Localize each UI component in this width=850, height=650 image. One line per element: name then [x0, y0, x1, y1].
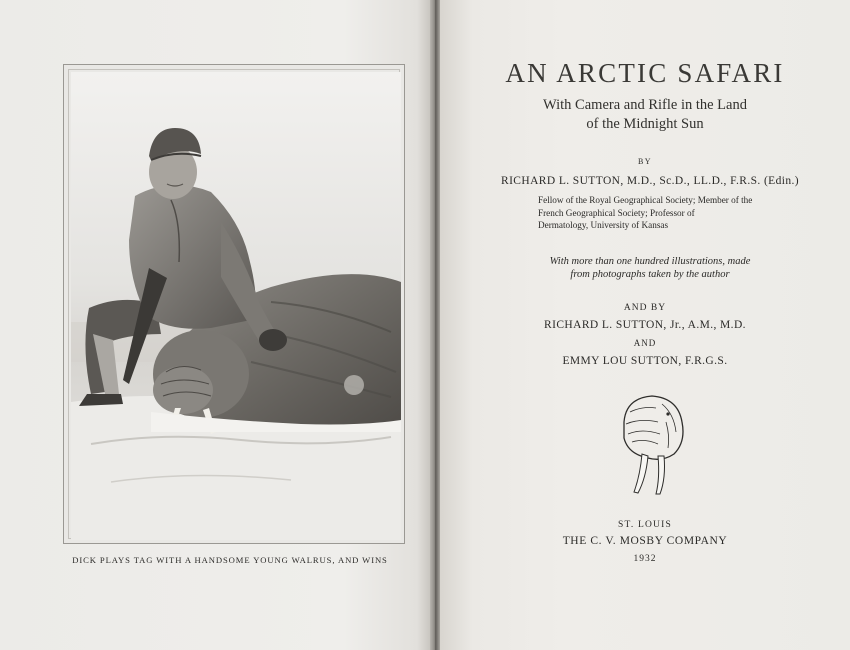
man-sitting-on-walrus-photo [71, 72, 401, 540]
and-by-label: AND BY [623, 303, 667, 313]
author-name: RICHARD L. SUTTON, M.D., Sc.D., LL.D., F.R.S. (Edin.) [501, 175, 799, 187]
publication-year: 1932 [633, 554, 657, 564]
book-gutter [430, 0, 440, 650]
credentials-line: Fellow of the Royal Geographical Society; Member of the [538, 195, 753, 205]
illustrations-line: from photographs taken by the author [570, 269, 730, 280]
subtitle-line: of the Midnight Sun [586, 116, 704, 132]
and-label: AND [633, 338, 657, 348]
second-author-name: RICHARD L. SUTTON, Jr., A.M., M.D. [544, 319, 746, 331]
publisher-city: ST. LOUIS [618, 520, 672, 530]
photo-caption: DICK PLAYS TAG WITH A HANDSOME YOUNG WALRUS, AND WINS [72, 555, 388, 565]
illustrations-line: With more than one hundred illustrations, made [549, 256, 751, 267]
book-subtitle [440, 96, 850, 134]
subtitle-line: With Camera and Rifle in the Land [543, 97, 747, 113]
publisher-name: THE C. V. MOSBY COMPANY [562, 535, 728, 547]
author-credentials [538, 194, 788, 232]
by-label: BY [637, 157, 653, 166]
credentials-line: Dermatology, University of Kansas [538, 220, 669, 230]
frontispiece-plate [63, 64, 405, 544]
third-author-name: EMMY LOU SUTTON, F.R.G.S. [562, 355, 728, 367]
walrus-head-icon [612, 392, 690, 496]
credentials-line: French Geographical Society; Professor of [538, 207, 695, 218]
plate-border [68, 69, 400, 539]
illustrations-note [450, 255, 850, 281]
book-title: AN ARCTIC SAFARI [505, 58, 785, 88]
